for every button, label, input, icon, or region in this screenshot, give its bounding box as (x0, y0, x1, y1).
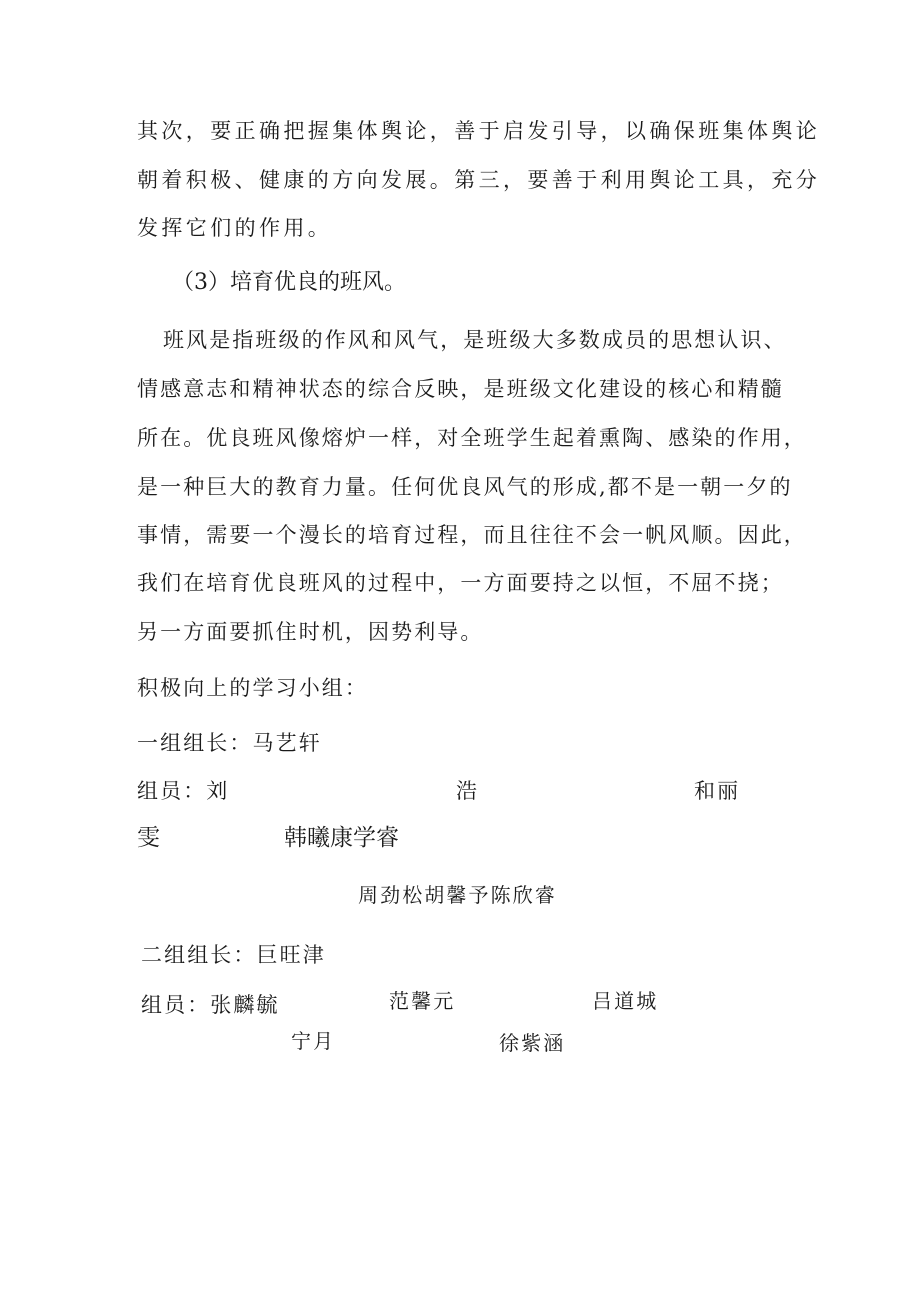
paragraph-line: 朝着积极、健康的方向发展。第三，要善于利用舆论工具，充分 (137, 168, 821, 192)
groups-title: 积极向上的学习小组： (137, 676, 368, 700)
group2-members-label: 组员：张麟毓 (141, 993, 280, 1017)
paragraph-line: 所在。优良班风像熔炉一样，对全班学生起着熏陶、感染的作用， (137, 426, 807, 450)
group2-member: 徐紫涵 (499, 1031, 566, 1055)
group1-member-fragment: 和丽 (694, 779, 741, 803)
paragraph-line: 是一种巨大的教育力量。任何优良风气的形成,都不是一朝一夕的 (137, 475, 793, 499)
group1-members-row3: 周劲松胡馨予陈欣睿 (358, 883, 557, 907)
paragraph-line: 发挥它们的作用。 (137, 216, 333, 240)
paragraph-line: 班风是指班级的作风和风气，是班级大多数成员的思想认识、 (163, 328, 787, 352)
group2-member: 吕道城 (592, 989, 659, 1013)
group2-member: 范馨元 (389, 989, 456, 1013)
group1-member-fragment: 浩 (456, 779, 477, 803)
paragraph-line: 事情，需要一个漫长的培育过程，而且往往不会一帆风顺。因此， (137, 523, 807, 547)
paragraph-line: 其次，要正确把握集体舆论，善于启发引导，以确保班集体舆论 (137, 119, 821, 143)
group1-leader: 一组组长：马艺轩 (137, 731, 322, 755)
group2-leader: 二组组长：巨旺津 (141, 943, 326, 967)
group1-members-row2: 韩曦康学睿 (284, 825, 399, 851)
group1-members-label: 组员：刘 (137, 779, 230, 803)
section-heading: （3）培育优良的班风。 (172, 270, 406, 295)
paragraph-line: 另一方面要抓住时机，因势利导。 (137, 620, 484, 644)
paragraph-line: 情感意志和精神状态的综合反映，是班级文化建设的核心和精髓 (137, 377, 784, 401)
group1-member-fragment: 雯 (137, 825, 160, 851)
paragraph-line: 我们在培育优良班风的过程中，一方面要持之以恒，不屈不挠； (137, 571, 784, 595)
group2-member: 宁月 (291, 1029, 336, 1053)
